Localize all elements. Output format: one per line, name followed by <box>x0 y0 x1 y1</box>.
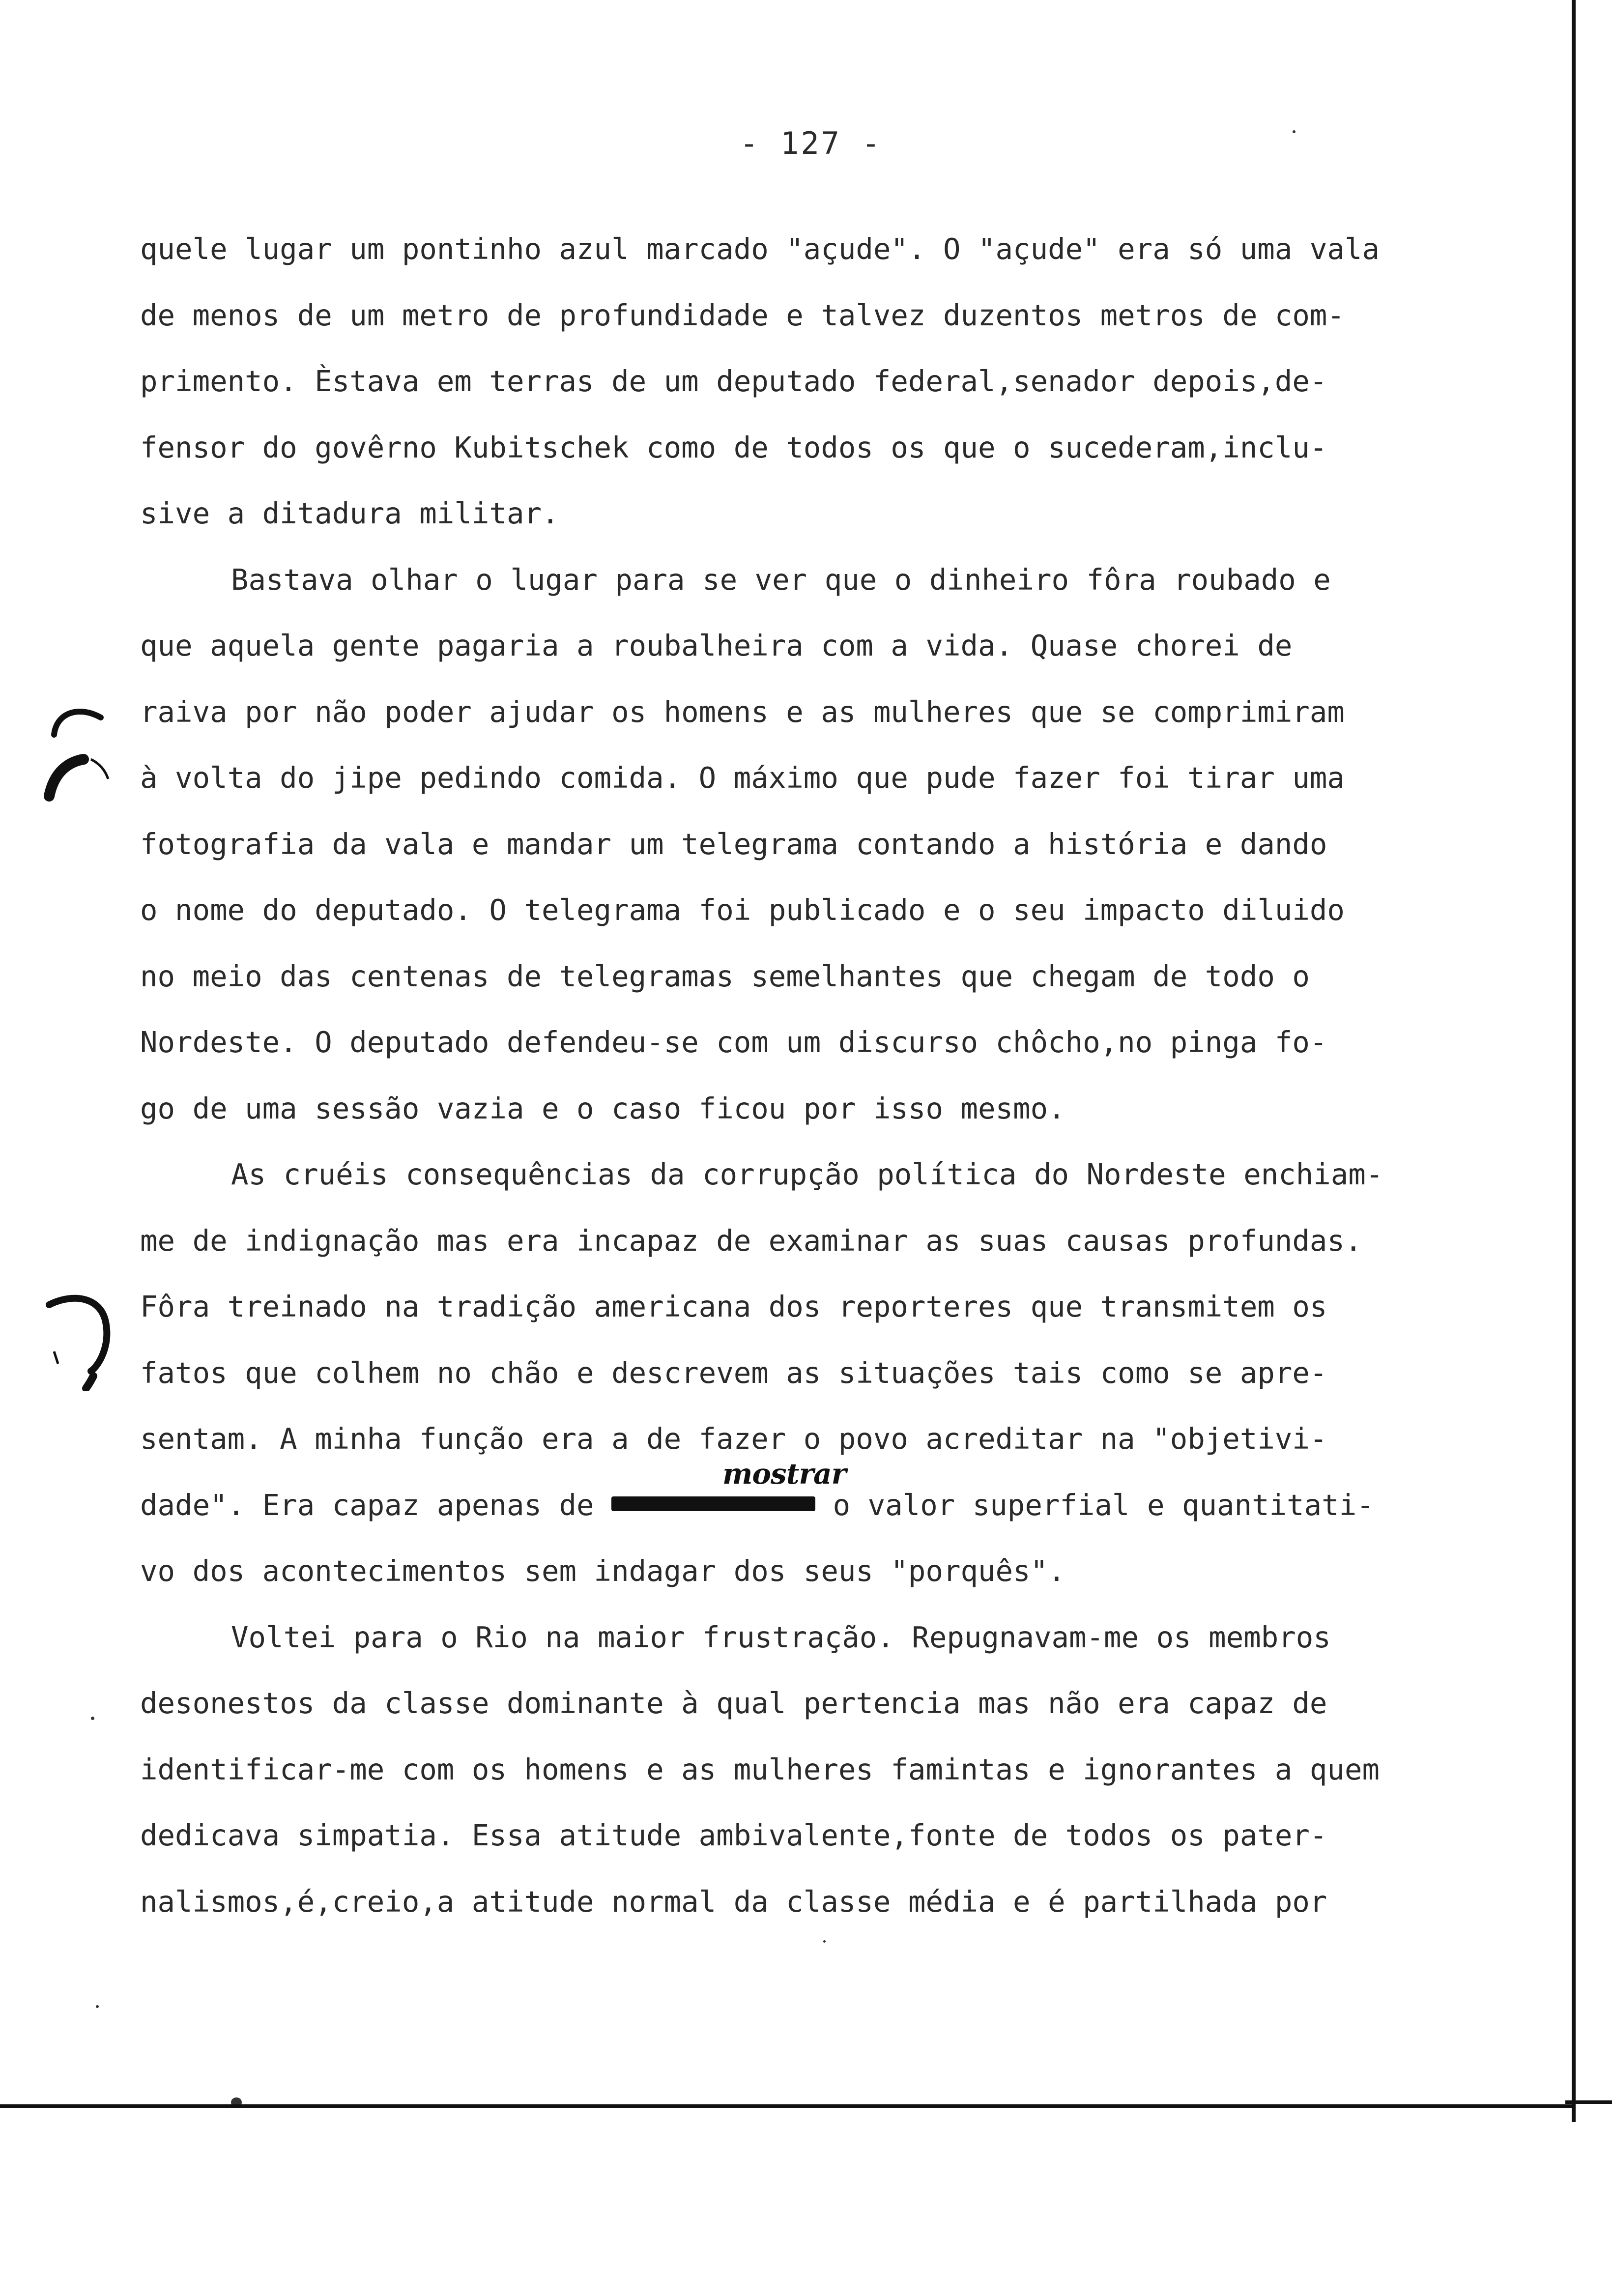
text-line: Fôra treinado na tradição americana dos reporteres que transmitem os <box>140 1290 1327 1323</box>
text-line: fotografia da vala e mandar um telegrama contando a história e dando <box>140 827 1327 861</box>
text-line: sive a ditadura militar. <box>140 496 559 530</box>
text-line: primento. Èstava em terras de um deputado federal,senador depois,de- <box>140 364 1327 398</box>
text-line: fensor do govêrno Kubitschek como de todos os que o sucederam,inclu- <box>140 430 1327 464</box>
page-right-edge-line <box>1572 0 1576 2122</box>
text-line: à volta do jipe pedindo comida. O máximo que pude fazer foi tirar uma <box>140 761 1345 795</box>
text-line: de menos de um metro de profundidade e talvez duzentos metros de com- <box>140 298 1345 332</box>
text-line: identificar-me com os homens e as mulheres famintas e ignorantes a quem <box>140 1752 1380 1786</box>
text-line: quele lugar um pontinho azul marcado "açude". O "açude" era só uma vala <box>140 232 1380 266</box>
text-line: me de indignação mas era incapaz de examinar as suas causas profundas. <box>140 1223 1362 1258</box>
page-number: - 127 - <box>740 125 882 161</box>
paper-speck <box>91 1717 94 1720</box>
text-line: raiva por não poder ajudar os homens e as mulheres que se comprimiram <box>140 694 1345 729</box>
body-text <box>140 216 1531 1935</box>
text-line: que aquela gente pagaria a roubalheira com a vida. Quase chorei de <box>140 629 1293 662</box>
paper-speck <box>96 2005 99 2008</box>
text-line: desonestos da classe dominante à qual pertencia mas não era capaz de <box>140 1686 1327 1720</box>
text-line: sentam. A minha função era a de fazer o povo acreditar na "objetivi- <box>140 1422 1327 1456</box>
paper-speck <box>1293 130 1295 133</box>
page-corner-tick <box>1565 2100 1612 2104</box>
text-line: Bastava olhar o lugar para se ver que o dinheiro fôra roubado e <box>231 562 1331 597</box>
text-line: As cruéis consequências da corrupção política do Nordeste enchiam- <box>231 1157 1383 1191</box>
text-line: no meio das centenas de telegramas semelhantes que chegam de todo o <box>140 959 1310 993</box>
handwritten-correction: mostrar <box>722 1457 846 1491</box>
text-line: fatos que colhem no chão e descrevem as situações tais como se apre- <box>140 1355 1327 1390</box>
text-line: nalismos,é,creio,a atitude normal da classe média e é partilhada por <box>140 1884 1327 1919</box>
text-after-redaction: o valor superfial e quantitati- <box>815 1488 1374 1522</box>
margin-bracket-mark <box>34 698 113 826</box>
page-bottom-edge-line <box>0 2104 1575 2108</box>
text-line: Nordeste. O deputado defendeu-se com um discurso chôcho,no pinga fo- <box>140 1025 1327 1059</box>
text-line: o nome do deputado. O telegrama foi publicado e o seu impacto diluido <box>140 893 1345 927</box>
paper-speck <box>823 1940 826 1943</box>
text-line: go de uma sessão vazia e o caso ficou por isso mesmo. <box>140 1091 1065 1125</box>
redaction-bar <box>611 1496 815 1511</box>
text-line: vo dos acontecimentos sem indagar dos seus "porquês". <box>140 1554 1065 1588</box>
text-line: Voltei para o Rio na maior frustração. Repugnavam-me os membros <box>231 1620 1331 1654</box>
text-line: dedicava simpatia. Essa atitude ambivalente,fonte de todos os pater- <box>140 1818 1327 1852</box>
text-before-redaction: dade". Era capaz apenas de <box>140 1488 612 1522</box>
margin-bracket-mark <box>44 1292 123 1391</box>
